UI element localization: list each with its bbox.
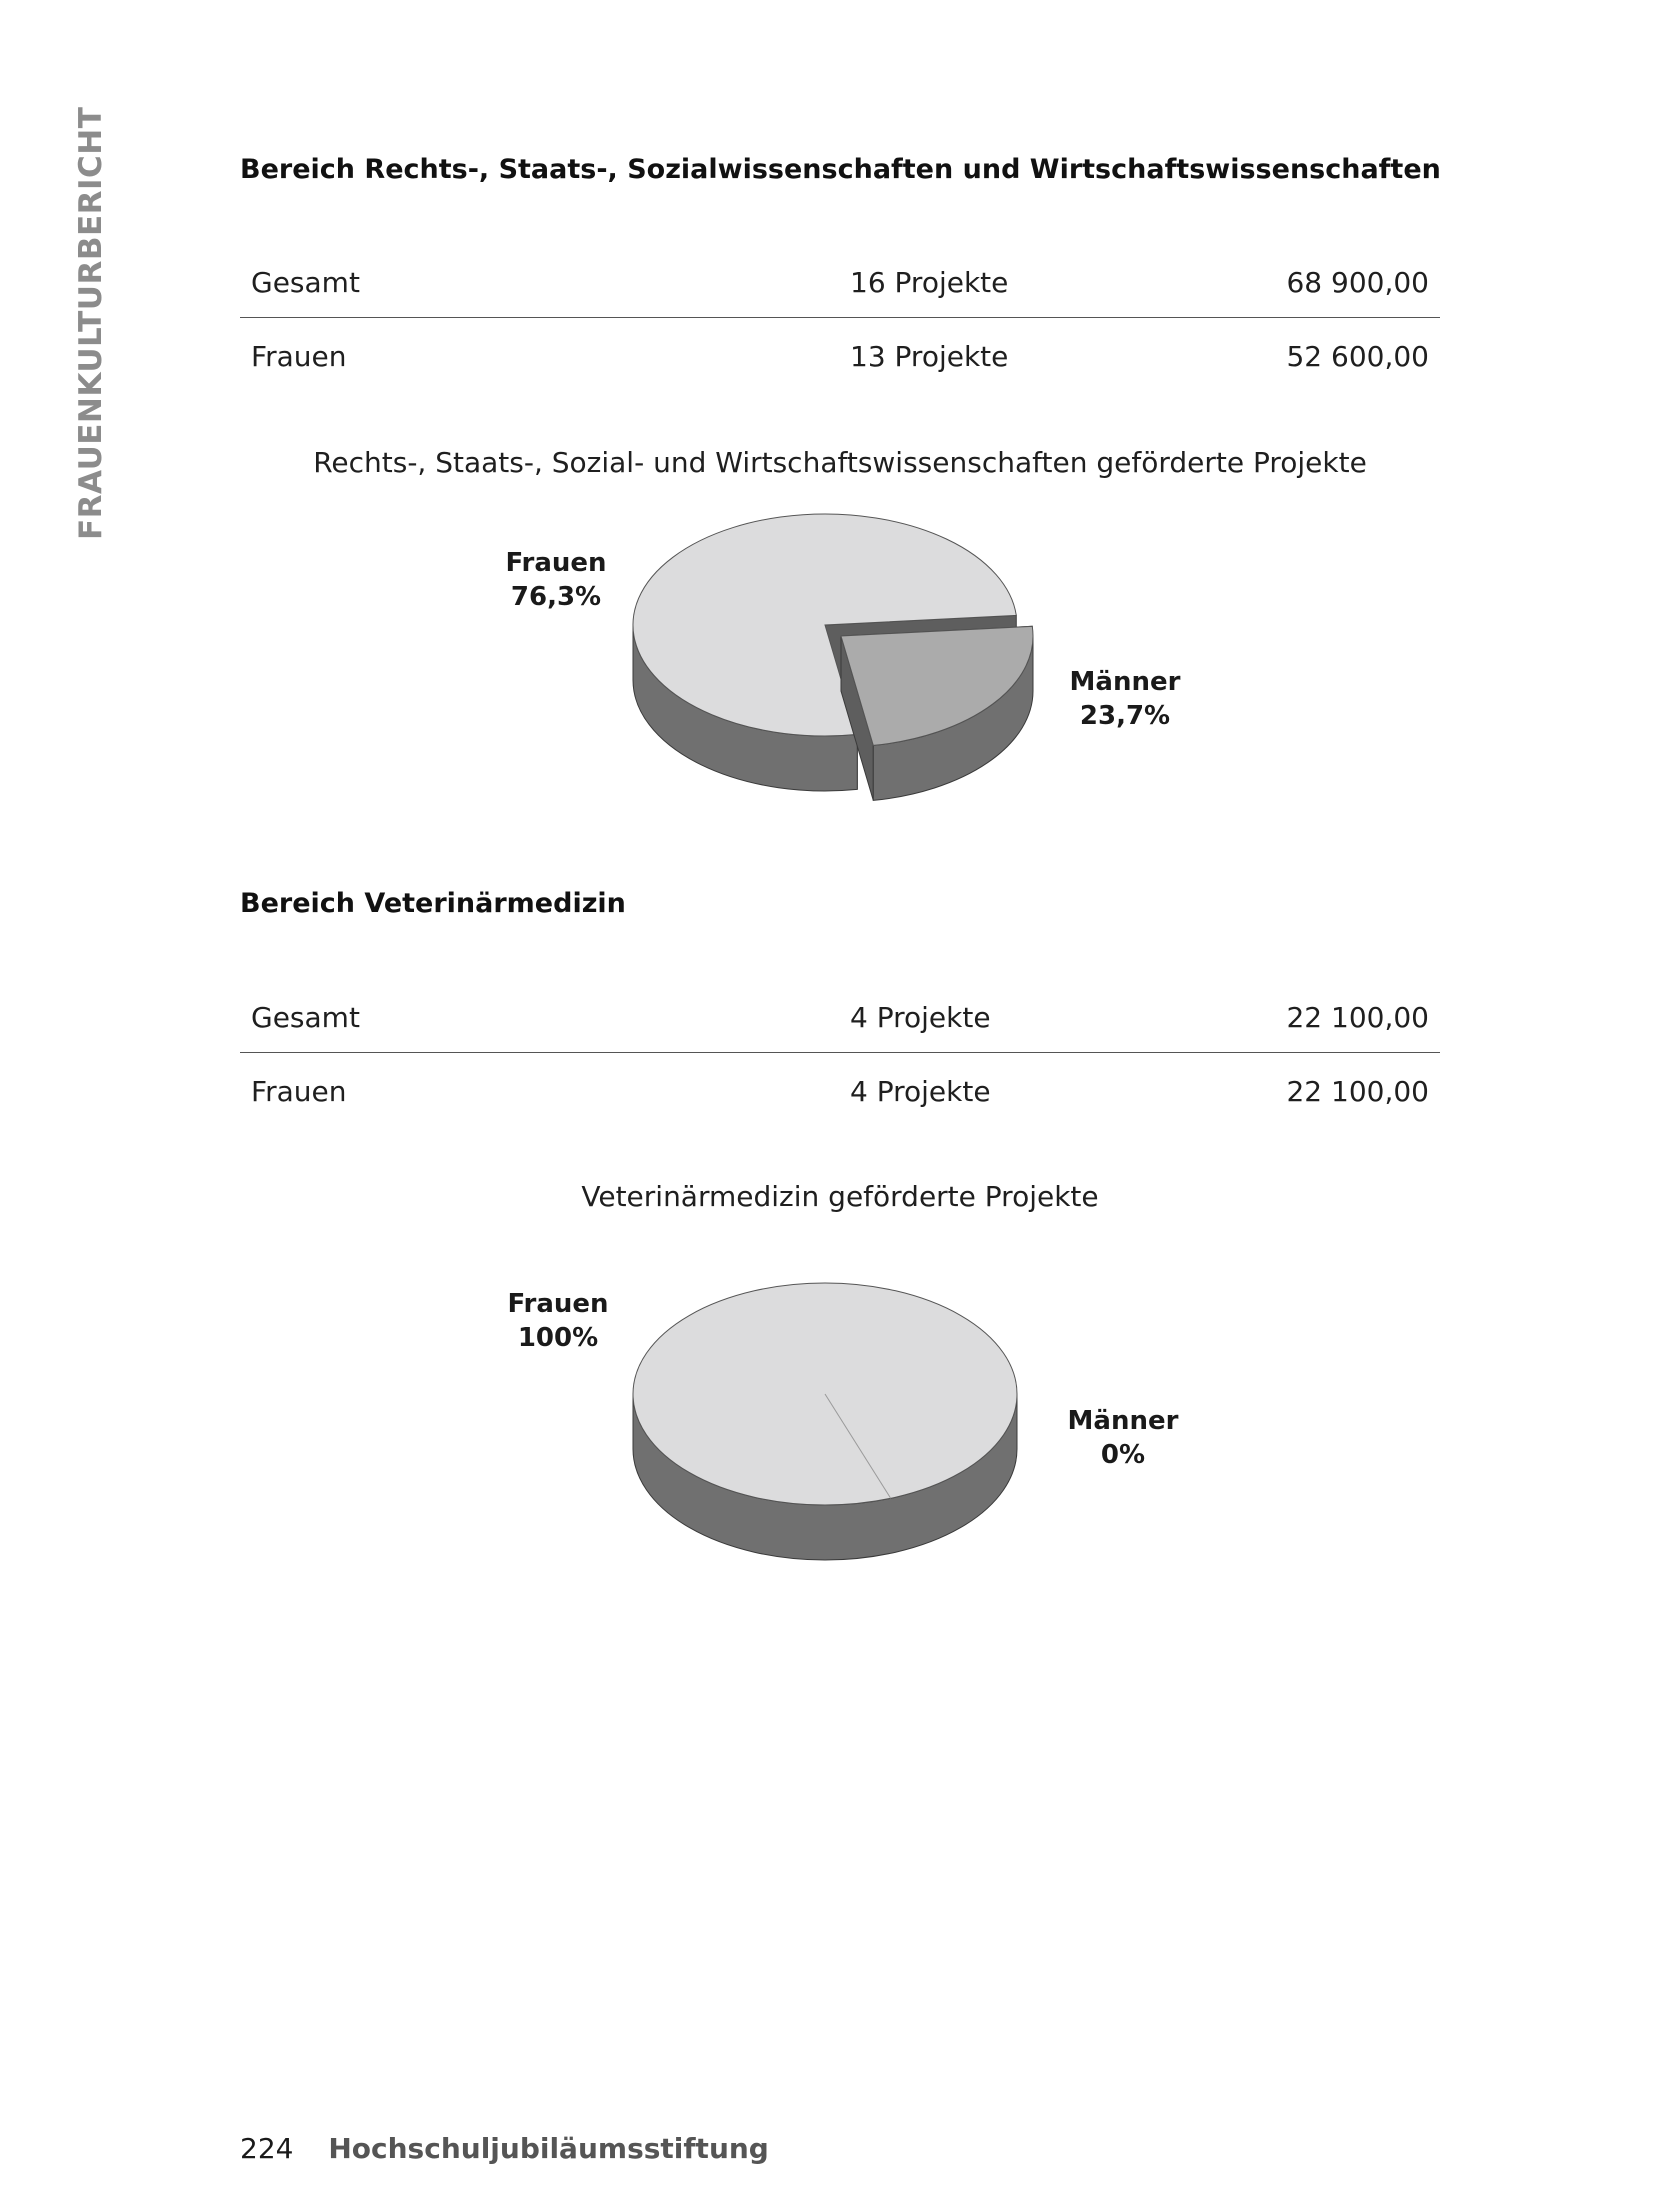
row-label: Gesamt [251, 266, 360, 299]
section-heading: Bereich Veterinärmedizin [240, 888, 626, 919]
row-amount: 52 600,00 [1286, 340, 1429, 373]
row-count: 13 Projekte [850, 340, 1009, 373]
page-number: 224 [240, 2132, 294, 2165]
row-count: 16 Projekte [850, 266, 1009, 299]
pie-value-label: 23,7% [1079, 701, 1171, 731]
pie-label: Männer [1069, 667, 1181, 697]
row-count: 4 Projekte [850, 1075, 991, 1108]
row-count: 4 Projekte [850, 1001, 991, 1034]
pie-value-label: 76,3% [510, 582, 602, 612]
side-title: FRAUENKULTURBERICHT [73, 106, 109, 540]
chart-title: Rechts-, Staats-, Sozial- und Wirtschaftswissenschaften geförderte Projekte [313, 446, 1367, 479]
publication-name: Hochschuljubiläumsstiftung [328, 2132, 769, 2165]
pie-label: Männer [1067, 1406, 1179, 1436]
row-label: Gesamt [251, 1001, 360, 1034]
pie-chart [507, 1283, 1178, 1560]
section-heading: Bereich Rechts-, Staats-, Sozialwissenschaften und Wirtschaftswissenschaften [240, 154, 1441, 185]
chart-title: Veterinärmedizin geförderte Projekte [581, 1180, 1099, 1213]
pie-value-label: 0% [1100, 1440, 1146, 1470]
pie-label: Frauen [507, 1289, 609, 1319]
footer [240, 2132, 769, 2165]
pie-label: Frauen [505, 548, 607, 578]
row-amount: 22 100,00 [1286, 1001, 1429, 1034]
row-label: Frauen [251, 1075, 347, 1108]
pie-value-label: 100% [517, 1323, 599, 1353]
pie-chart [505, 514, 1180, 800]
row-amount: 68 900,00 [1286, 266, 1429, 299]
row-amount: 22 100,00 [1286, 1075, 1429, 1108]
row-label: Frauen [251, 340, 347, 373]
